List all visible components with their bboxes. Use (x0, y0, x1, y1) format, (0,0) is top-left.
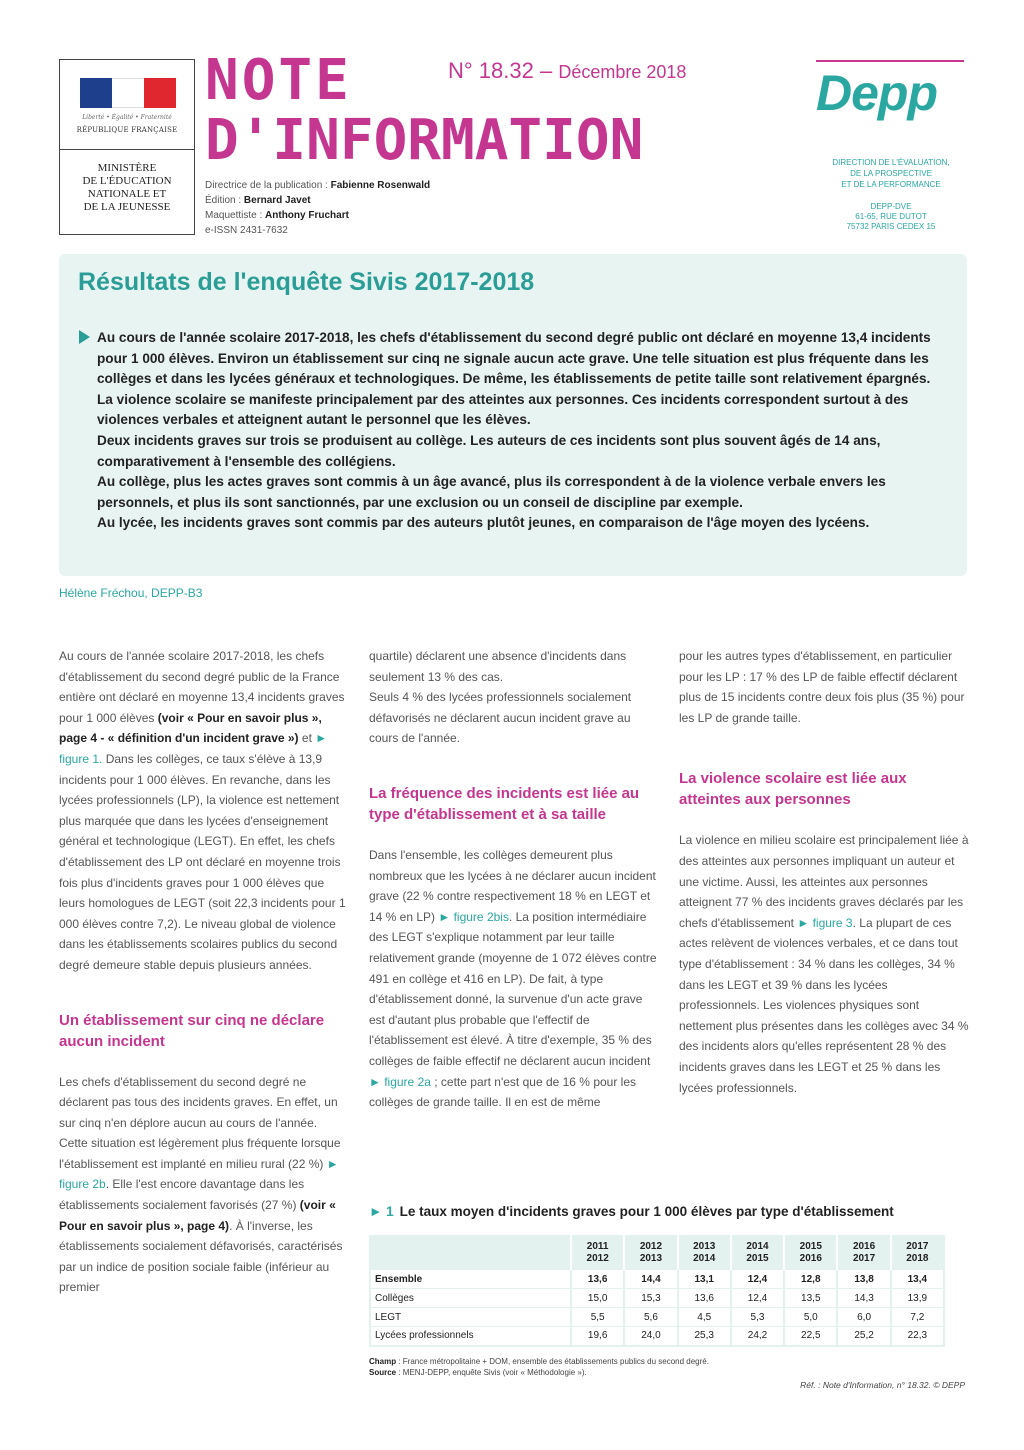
year-start: 2013 (693, 1241, 716, 1252)
source-text: : MENJ-DEPP, enquête Sivis (voir « Méthodologie »). (396, 1368, 587, 1377)
republic-logo (60, 60, 194, 150)
body-paragraph (59, 1072, 349, 1299)
column-3 (679, 646, 969, 1098)
summary-paragraph: La violence scolaire se manifeste principalement par des atteintes aux personnes. Ces incidents correspondent surtout à des violences verbales et atteignent autant le personnel que les élèves. (97, 391, 909, 428)
year-start: 2017 (906, 1241, 929, 1252)
table-cell: 13,8 (837, 1270, 890, 1289)
table-cell: 7,2 (891, 1308, 944, 1327)
text: . La plupart de ces actes relèvent de violences verbales, et ce dans tout type d'établissement : 34 % dans les collèges, 34 % dans les LEGT et 39 % dans les lycées professionnels. Les violences physiques sont nettement plus présentes dans les collèges avec 34 % des incidents alors qu'elles représentent 28 % des incidents graves dans les LEGT et 25 % dans les lycées professionnels. (679, 915, 969, 1095)
figure-2b-link[interactable]: ► figure 2b (59, 1156, 339, 1192)
layout-name: Anthony Fruchart (265, 210, 349, 221)
republic-name: RÉPUBLIQUE FRANÇAISE (76, 126, 178, 134)
year-start: 2015 (799, 1241, 822, 1252)
table-cell: 22,3 (891, 1327, 944, 1346)
figure-notes (369, 1356, 709, 1378)
table-row (370, 1289, 944, 1308)
year-end: 2016 (799, 1253, 822, 1264)
table-cell: 22,5 (784, 1327, 837, 1346)
ministry-name: MINISTÈRE DE L'ÉDUCATION NATIONALE ET DE LA JEUNESSE (82, 162, 172, 213)
table-cell: 12,4 (731, 1289, 784, 1308)
table-cell: 6,0 (837, 1308, 890, 1327)
year-end: 2012 (586, 1253, 609, 1264)
table-cell: 19,6 (571, 1327, 624, 1346)
author: Hélène Fréchou, DEPP-B3 (59, 586, 203, 600)
table-cell: 4,5 (678, 1308, 731, 1327)
depp-address: DEPP-DVE 61-65, RUE DUTOT 75732 PARIS CEDEX 15 (846, 202, 936, 231)
source-label: Source (369, 1368, 397, 1377)
summary-paragraph: Au lycée, les incidents graves sont commis par des auteurs plutôt jeunes, en comparaison de l'âge moyen des lycéens. (97, 515, 870, 531)
figure-title (369, 1204, 969, 1219)
summary-arrow-icon (79, 330, 90, 344)
table-row (370, 1308, 944, 1327)
text: Au cours de l'année scolaire 2017-2018, les chefs d'établissement du second degré public de la France entière ont déclaré en moyenne 13,4 incidents graves pour 1 000 élèves (59, 649, 345, 725)
figure-2bis-link[interactable]: ► figure 2bis (438, 909, 509, 924)
section-heading: Un établissement sur cinq ne déclare aucun incident (59, 1011, 325, 1050)
table-cell: 13,6 (678, 1289, 731, 1308)
summary-title: Résultats de l'enquête Sivis 2017-2018 (78, 268, 535, 296)
year-end: 2018 (906, 1253, 929, 1264)
table-cell: 14,3 (837, 1289, 890, 1308)
text: et (298, 731, 316, 746)
text: Les chefs d'établissement du second degré ne déclarent pas tous des incidents graves. En effet, un sur cinq n'en déplore aucun au cours de l'année. Cette situation est légèrement plus fréquente lorsque l'établissement est implanté en milieu rural (22 %) (59, 1074, 341, 1171)
body-paragraph (369, 845, 659, 1113)
table-cell: 5,6 (624, 1308, 677, 1327)
table-header-empty (370, 1236, 571, 1270)
table-cell: 24,0 (624, 1327, 677, 1346)
table-cell: 12,4 (731, 1270, 784, 1289)
year-start: 2011 (586, 1241, 609, 1252)
edition-label: Édition : (205, 195, 244, 206)
champ-label: Champ (369, 1357, 397, 1366)
table-cell: 25,2 (837, 1327, 890, 1346)
table-header-year (624, 1236, 677, 1270)
text: Dans les collèges, ce taux s'élève à 13,9 incidents pour 1 000 élèves. En revanche, dans les lycées professionnels (LP), la violence est nettement plus marquée que dans les lycées d'enseignement général et technologique (LEGT). En effet, les chefs d'établissement des LP ont déclaré en moyenne trois fois plus d'incidents graves pour 1 000 élèves que leurs homologues de LEGT (soit 22,3 incidents pour 1 000 élèves contre 7,2). Le niveau global de violence dans les établissements scolaires publics du second degré demeure stable depuis plusieurs années. (59, 751, 346, 972)
table-cell: 5,5 (571, 1308, 624, 1327)
summary-box (59, 254, 967, 576)
figure-number: ► 1 (369, 1204, 394, 1219)
publication-credits (205, 178, 430, 238)
figure-3-link[interactable]: ► figure 3 (797, 915, 853, 930)
ministry-logo-block (59, 59, 195, 235)
summary-paragraph: Au collège, plus les actes graves sont commis à un âge avancé, plus ils correspondent à de la violence verbale envers les personnels, et plus ils sont sanctionnés, par une exclusion ou un conseil de discipline par exemple. (97, 474, 886, 510)
row-label: LEGT (370, 1308, 571, 1327)
text: . À l'inverse, les établissements socialement défavorisés, caractérisés par un indice de position sociale faible (inférieur au premier (59, 1218, 343, 1295)
layout-label: Maquettiste : (205, 210, 266, 221)
figure-table (369, 1235, 945, 1347)
text: Dans l'ensemble, les collèges demeurent plus nombreux que les lycées à ne déclarer aucun incident grave (22 % contre respectivement 18 % en LEGT et 14 % en LP) (369, 847, 656, 924)
table-cell: 13,1 (678, 1270, 731, 1289)
issue-date: Décembre 2018 (558, 62, 687, 82)
summary-paragraph: Deux incidents graves sur trois se produisent au collège. Les auteurs de ces incidents sont plus souvent âgés de 14 ans, comparativement à l'ensemble des collégiens. (97, 432, 881, 469)
body-paragraph: pour les autres types d'établissement, en particulier pour les LP : 17 % des LP de faible effectif déclarent plus de 15 incidents contre deux fois plus (35 %) pour les LP de grande taille. (679, 649, 965, 725)
issue-info: N° 18.32 – Décembre 2018 (448, 58, 687, 83)
figure-reference: Réf. : Note d'Information, n° 18.32. © DEPP (800, 1380, 965, 1390)
summary-paragraph: Au cours de l'année scolaire 2017-2018, les chefs d'établissement du second degré public ont déclaré en moyenne 13,4 incidents pour 1 000 élèves. Environ un établissement sur cinq ne signale aucun acte grave. Une telle situation est plus fréquente dans les collèges et dans les lycées généraux et technologiques. De même, les établissements de petite taille sont relativement épargnés. (97, 330, 931, 387)
link-see-more[interactable]: (voir « Pour en savoir plus », page 4) (59, 1198, 336, 1233)
year-end: 2014 (693, 1253, 716, 1264)
director-label: Directrice de la publication : (205, 180, 331, 191)
table-cell: 25,3 (678, 1327, 731, 1346)
table-header-year (837, 1236, 890, 1270)
table-row (370, 1327, 944, 1346)
figure-2a-link[interactable]: ► figure 2a (369, 1074, 431, 1089)
issue-number: N° 18.32 (448, 58, 534, 83)
table-cell: 13,6 (571, 1270, 624, 1289)
director-name: Fabienne Rosenwald (330, 180, 431, 191)
table-header-year (678, 1236, 731, 1270)
year-end: 2015 (746, 1253, 769, 1264)
table-cell: 13,9 (891, 1289, 944, 1308)
year-start: 2012 (639, 1241, 663, 1252)
row-label: Collèges (370, 1289, 571, 1308)
table-row (370, 1270, 944, 1289)
table-header-year (891, 1236, 944, 1270)
table-cell: 13,4 (891, 1270, 944, 1289)
section-heading: La fréquence des incidents est liée au type d'établissement et à sa taille (369, 784, 640, 823)
table-cell: 5,3 (731, 1308, 784, 1327)
figure-title-text: Le taux moyen d'incidents graves pour 1 000 élèves par type d'établissement (399, 1204, 894, 1219)
depp-direction: DIRECTION DE L'ÉVALUATION, DE LA PROSPECTIVE ET DE LA PERFORMANCE (832, 158, 950, 189)
figure-table-wrapper (369, 1235, 945, 1347)
depp-divider (816, 60, 964, 62)
column-2 (369, 646, 659, 1113)
table-cell: 15,0 (571, 1289, 624, 1308)
depp-logo: Depp (816, 65, 937, 121)
table-cell: 24,2 (731, 1327, 784, 1346)
body-paragraph (59, 646, 349, 976)
year-end: 2017 (852, 1253, 876, 1264)
edition-name: Bernard Javet (243, 195, 311, 206)
marianne-flag-icon (80, 78, 176, 108)
text: . La position intermédiaire des LEGT s'explique notamment par leur taille relativement grande (moyenne de 1 072 élèves contre 491 en collège et 416 en LP). De fait, à type d'établissement donné, la survenue d'un acte grave est d'autant plus probable que l'effectif de l'établissement est élevé. À titre d'exemple, 35 % des collèges de faible effectif ne déclarent aucun incident (369, 909, 657, 1068)
text: La violence en milieu scolaire est principalement liée à des atteintes aux personnes impliquant un auteur et une victime. Aussi, les atteintes aux personnes atteignent 77 % des incidents graves déclarés par les chefs d'établissement (679, 833, 969, 930)
column-1 (59, 646, 349, 1298)
table-header-row (370, 1236, 944, 1270)
table-cell: 15,3 (624, 1289, 677, 1308)
section-heading: La violence scolaire est liée aux atteintes aux personnes (679, 770, 907, 809)
table-cell: 14,4 (624, 1270, 677, 1289)
summary-text (97, 328, 937, 534)
table-header-year (571, 1236, 624, 1270)
table-cell: 12,8 (784, 1270, 837, 1289)
title-information: D'INFORMATION (205, 108, 644, 173)
body-paragraph: Seuls 4 % des lycées professionnels socialement défavorisés ne déclarent aucun incident grave au cours de l'année. (369, 690, 632, 746)
row-label: Ensemble (370, 1270, 571, 1289)
body-paragraph (679, 830, 969, 1098)
figure-1-link[interactable]: ► figure 1. (59, 731, 328, 766)
table-cell: 13,5 (784, 1289, 837, 1308)
issn: e-ISSN 2431-7632 (205, 225, 288, 236)
year-end: 2013 (639, 1253, 663, 1264)
table-cell: 5,0 (784, 1308, 837, 1327)
row-label: Lycées professionnels (370, 1327, 571, 1346)
table-header-year (784, 1236, 837, 1270)
link-see-more[interactable]: (voir « Pour en savoir plus », page 4 - « définition d'un incident grave ») (59, 710, 322, 746)
year-start: 2014 (746, 1241, 769, 1252)
table-header-year (731, 1236, 784, 1270)
body-paragraph: quartile) déclarent une absence d'incidents dans seulement 13 % des cas. (369, 649, 627, 684)
text: ; cette part n'est que de 16 % pour les collèges de grande taille. Il en est de même (369, 1074, 637, 1110)
text: . Elle l'est encore davantage dans les établissements socialement favorisés (27 %) (59, 1177, 305, 1213)
title-note: NOTE (205, 48, 352, 113)
year-start: 2016 (852, 1241, 876, 1252)
champ-text: : France métropolitaine + DOM, ensemble des établissements publics du second degré. (396, 1357, 709, 1366)
republic-motto: Liberté • Égalité • Fraternité (82, 114, 172, 121)
